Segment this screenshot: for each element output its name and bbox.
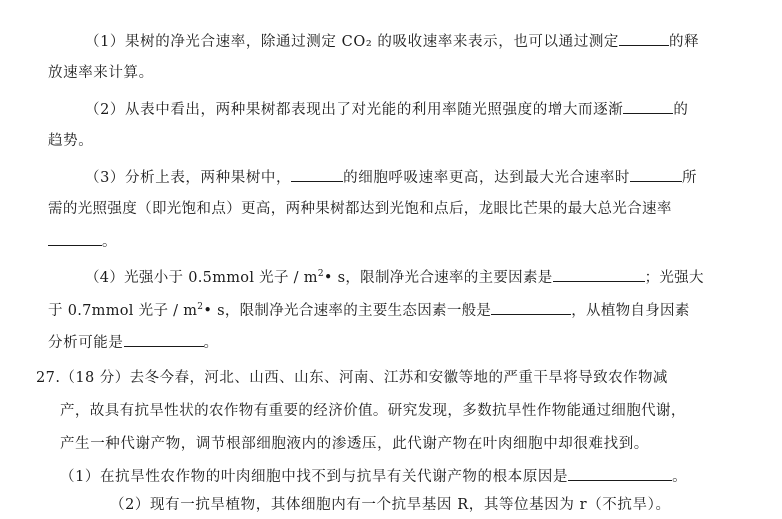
answer-blank[interactable] [491,300,571,315]
answer-blank[interactable] [124,332,204,347]
q4-end: 。 [203,335,219,351]
q3-text-cont: 需的光照强度（即光饱和点）更高，两种果树都达到光饱和点后，龙眼比芒果的最大总光合速率 [48,201,672,217]
answer-blank[interactable] [553,267,645,282]
q27-text-cont: 产，故具有抗旱性状的农作物有重要的经济价值。研究发现，多数抗旱性作物能通过细胞代谢， [60,403,686,419]
q1-text: （1）果树的净光合速率，除通过测定 CO₂ 的吸收速率来表示，也可以通过测定 [85,34,620,50]
q2-text-cont: 趋势。 [48,133,94,149]
q2-line-1 [85,99,688,120]
q4-line-2 [48,300,690,321]
superscript: 2 [317,269,324,280]
q27-line-3 [60,434,649,454]
q27-sub1-text: （1）在抗旱性农作物的叶肉细胞中找不到与抗旱有关代谢产物的根本原因是 [60,469,569,485]
q3-line-3 [48,231,117,252]
q4-line-3 [48,332,219,353]
q2-line-2 [48,131,93,151]
q27-sub-1 [60,466,687,487]
q4-text-c: 于 0.7mmol 光子 / m [48,303,198,319]
answer-blank[interactable] [619,31,669,46]
q1-line-1 [85,31,699,52]
answer-blank[interactable] [291,167,343,182]
q3-end: 。 [102,234,118,250]
q4-tail-2: ，从植物自身因素 [571,303,690,319]
q3-text-b: 的细胞呼吸速率更高，达到最大光合速率时 [343,170,631,186]
q1-tail: 的释 [669,34,700,50]
answer-blank[interactable] [568,466,672,481]
q27-text-cont-2: 产生一种代谢产物，调节根部细胞液内的渗透压，此代谢产物在叶肉细胞中却很难找到。 [60,436,649,452]
q4-text-e: 分析可能是 [48,335,124,351]
q27-sub-2 [110,495,671,515]
q2-tail: 的 [673,102,689,118]
q1-line-2 [48,63,154,83]
q1-text-cont: 放速率来计算。 [48,65,154,81]
answer-blank[interactable] [630,167,682,182]
q3-line-1 [85,167,697,188]
answer-blank[interactable] [48,231,102,246]
q3-tail: 所 [682,170,698,186]
q27-line-2 [60,401,686,421]
q4-text-a: （4）光强小于 0.5mmol 光子 / m [85,270,318,286]
q4-text-b: • s，限制净光合速率的主要因素是 [323,270,553,286]
q27-text: 27.（18 分）去冬今春，河北、山西、山东、河南、江苏和安徽等地的严重干旱将导致农作物减 [36,370,668,386]
q4-tail: ；光强大 [644,270,704,286]
q27-sub1-end: 。 [672,469,688,485]
q2-text: （2）从表中看出，两种果树都表现出了对光能的利用率随光照强度的增大而逐渐 [85,102,624,118]
q27-line-1 [36,368,668,388]
superscript: 2 [197,302,204,313]
q3-text-a: （3）分析上表，两种果树中， [85,170,292,186]
q4-text-d: • s，限制净光合速率的主要生态因素一般是 [203,303,492,319]
q3-line-2 [48,199,672,219]
q4-line-1 [85,267,704,288]
q27-sub2-text: （2）现有一抗旱植物，其体细胞内有一个抗旱基因 R，其等位基因为 r（不抗旱）。 [110,497,671,513]
answer-blank[interactable] [623,99,673,114]
